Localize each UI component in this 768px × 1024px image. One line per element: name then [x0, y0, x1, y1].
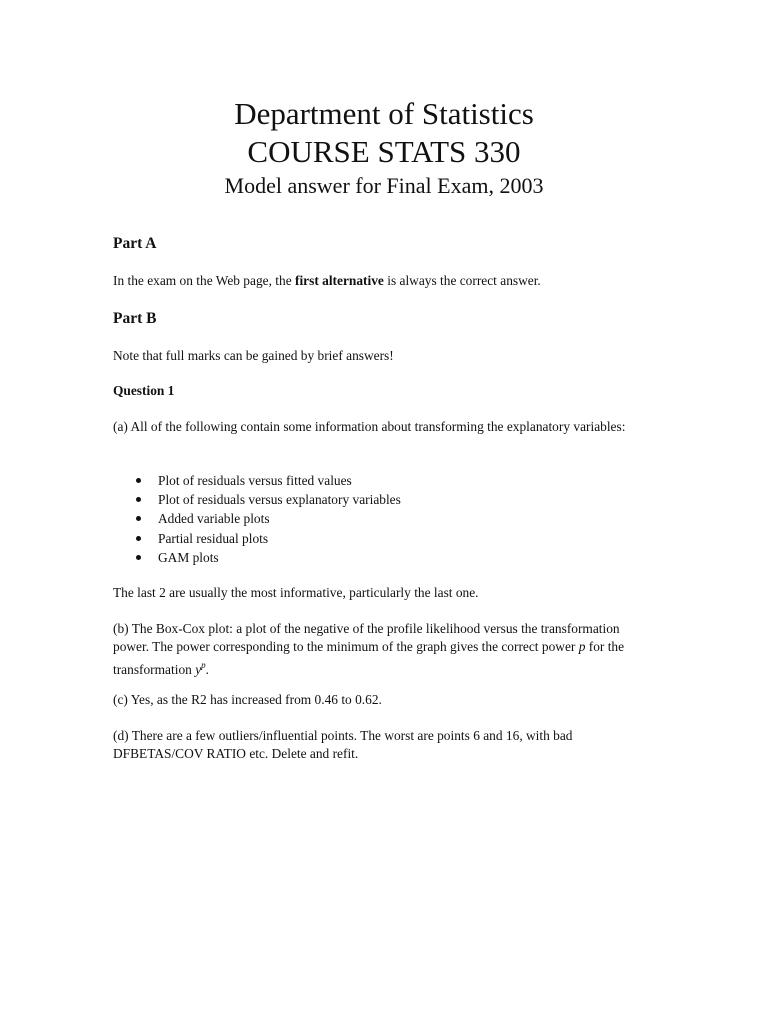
question-1a-intro: (a) All of the following contain some information about transforming the explanatory variables:	[113, 419, 626, 434]
question-1b-text: (b) The Box-Cox plot: a plot of the negative of the profile likelihood versus the transformation power. The power corresponding to the minimum of the graph gives the correct power	[113, 621, 620, 654]
power-variable: p	[578, 639, 586, 654]
list-item	[113, 509, 401, 528]
response-variable: y	[195, 662, 202, 677]
question-1b-answer	[113, 620, 653, 679]
question-1b-text-2: for the transformation	[113, 639, 625, 677]
part-b-note: Note that full marks can be gained by brief answers!	[113, 348, 394, 363]
question-1d-answer: (d) There are a few outliers/influential points. The worst are points 6 and 16, with bad DFBETAS/COV RATIO etc. Delete and refit.	[113, 728, 573, 761]
list-item	[113, 490, 401, 509]
bullet-icon	[136, 516, 141, 521]
list-item-label: Plot of residuals versus fitted values	[158, 473, 352, 488]
bullet-icon	[136, 497, 141, 502]
part-a-text-start: In the exam on the Web page, the	[113, 273, 295, 288]
bullet-icon	[136, 478, 141, 483]
list-item-label: Added variable plots	[158, 511, 270, 527]
part-a-text-end: is always the correct answer.	[383, 273, 541, 288]
part-a-text	[113, 272, 653, 290]
power-exponent: p	[201, 660, 206, 670]
question-1b-end: .	[205, 662, 209, 677]
question-1c-answer: (c) Yes, as the R2 has increased from 0.46 to 0.62.	[113, 692, 382, 707]
list-item-label: Partial residual plots	[158, 530, 269, 546]
transformation-plot-list	[113, 471, 401, 567]
list-item	[113, 529, 401, 548]
bullet-icon	[136, 536, 141, 541]
document-subtitle: Model answer for Final Exam, 2003	[224, 173, 544, 198]
list-item-label: GAM plots	[158, 549, 219, 565]
department-title: Department of Statistics	[234, 96, 534, 131]
list-item	[113, 548, 401, 567]
question-1-heading: Question 1	[113, 383, 175, 398]
bullet-icon	[136, 555, 141, 560]
list-item	[113, 471, 401, 490]
part-b-heading: Part B	[113, 310, 157, 327]
part-a-heading: Part A	[113, 235, 157, 252]
course-title: COURSE STATS 330	[247, 134, 521, 169]
list-item-label: Plot of residuals versus explanatory variables	[158, 492, 401, 508]
part-a-text-bold: first alternative	[295, 273, 384, 288]
question-1a-conclusion: The last 2 are usually the most informative, particularly the last one.	[113, 585, 479, 600]
